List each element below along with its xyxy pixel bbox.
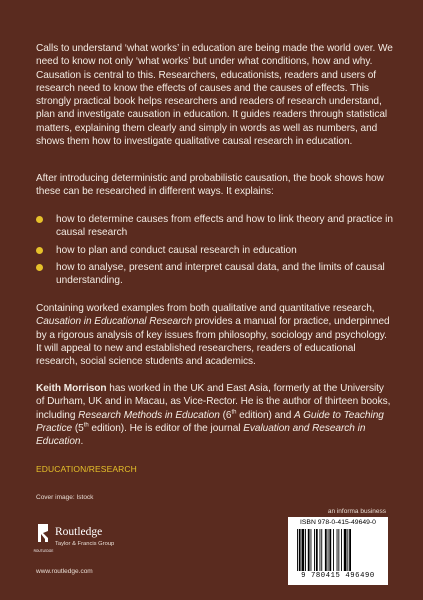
list-item bbox=[36, 244, 394, 257]
bullet-text: how to analyse, present and interpret causal data, and the limits of causal understanding. bbox=[56, 261, 385, 287]
barcode-bar bbox=[314, 529, 315, 571]
svg-text:ROUTLEDGE: ROUTLEDGE bbox=[33, 549, 54, 553]
blurb-text-2: After introducing deterministic and probabilistic causation, the book shows how these can be researched in different ways. It explains: bbox=[36, 173, 384, 198]
barcode-bar bbox=[321, 529, 322, 571]
barcode-bar bbox=[325, 529, 327, 571]
journal-title: Evaluation and Research in Education bbox=[36, 422, 366, 448]
barcode-bar bbox=[308, 529, 310, 571]
edition-2: (5th edition). He is editor of the journal bbox=[74, 422, 241, 434]
barcode-bar bbox=[299, 529, 301, 571]
barcode-bars bbox=[296, 529, 382, 571]
blurb-paragraph-1 bbox=[36, 42, 394, 148]
blurb-paragraph-3 bbox=[36, 302, 394, 368]
barcode-bar bbox=[341, 529, 342, 571]
barcode-bar bbox=[320, 529, 321, 571]
barcode-bar bbox=[347, 529, 348, 571]
publisher-group: Taylor & Francis Group bbox=[55, 541, 115, 547]
routledge-logo bbox=[33, 522, 156, 554]
barcode-bar bbox=[329, 529, 331, 571]
barcode-bar bbox=[337, 529, 338, 571]
bullet-dot-icon bbox=[36, 264, 43, 271]
author-bio-1: has worked in the UK and East Asia, formerly at the University of Durham, UK and in Macau, as Vice-Rector. He is the author of thirteen books, including bbox=[36, 383, 391, 421]
blurb-text-3 bbox=[36, 302, 394, 368]
book-ref-2: A Guide to Teaching Practice bbox=[36, 409, 384, 434]
book-title: Causation in Educational Research bbox=[36, 316, 193, 328]
informa-business-label: an informa business bbox=[327, 508, 386, 515]
barcode-bar bbox=[302, 529, 305, 571]
author-bio bbox=[36, 382, 394, 448]
subject-category: EDUCATION/RESEARCH bbox=[36, 464, 137, 474]
blurb-text-3-end: provides a manual for practice, underpinned by a rigorous analysis of key issues from philosophy, sociology and psychology. It will appeal to new and established researchers, readers of educational research, social science students and academics. bbox=[36, 316, 390, 368]
publisher-website: www.routledge.com bbox=[36, 568, 93, 575]
barcode-bar bbox=[305, 529, 306, 571]
author-name: Keith Morrison bbox=[36, 383, 107, 394]
barcode-bar bbox=[316, 529, 318, 571]
barcode-bar bbox=[333, 529, 334, 571]
bullet-dot-icon bbox=[36, 216, 43, 223]
barcode-bar bbox=[344, 529, 347, 571]
bullet-dot-icon bbox=[36, 247, 43, 254]
barcode-bar bbox=[297, 529, 298, 571]
blurb-text-3-start: Containing worked examples from both qualitative and quantitative research, bbox=[36, 303, 375, 314]
routledge-logo-mark-icon bbox=[33, 522, 54, 554]
barcode-number: 9 780415 496490 bbox=[301, 572, 375, 580]
isbn-barcode bbox=[288, 517, 388, 585]
author-bio-text: Keith Morrison has worked in the UK and East Asia, formerly at the University of Durham, UK and in Macau, as Vice-Rector. He is the author of thirteen books, including Research Methods in Education (6th edition) and A Guide to Teaching Practice (5th edition). He is editor of the journal Evaluation and Research in Education. bbox=[36, 383, 391, 448]
isbn-text: ISBN 978-0-415-49649-0 bbox=[300, 519, 376, 526]
bullet-list bbox=[36, 213, 394, 291]
blurb-paragraph-2 bbox=[36, 172, 394, 199]
publisher-name: Routledge bbox=[55, 526, 103, 538]
blurb-text-1: Calls to understand ‘what works’ in education are being made the world over. We need to know not only ‘what works’ but under what conditions, how and why. Causation is central to this. Researchers, educationists, readers and users of research need to know the effects of causes and the causes of effects. This strongly practical book helps researchers and readers of research understand, plan and investigate causation in education. It guides readers through statistical matters, explaining them clearly and simply in words as well as numbers, and shows them how to investigate qualitative causal research in education. bbox=[36, 43, 393, 148]
list-item bbox=[36, 213, 394, 240]
bullet-text: how to plan and conduct causal research in education bbox=[56, 244, 297, 256]
barcode-bar bbox=[338, 529, 339, 571]
book-ref-1: Research Methods in Education bbox=[78, 409, 220, 421]
list-item bbox=[36, 261, 394, 288]
bullet-text: how to determine causes from effects and how to link theory and practice in causal research bbox=[56, 214, 394, 239]
barcode-bar bbox=[328, 529, 329, 571]
cover-credit: Cover image: Istock bbox=[36, 494, 94, 501]
edition-1: (6th edition) and bbox=[222, 409, 292, 421]
barcode-bar bbox=[311, 529, 312, 571]
barcode-bar bbox=[349, 529, 351, 571]
